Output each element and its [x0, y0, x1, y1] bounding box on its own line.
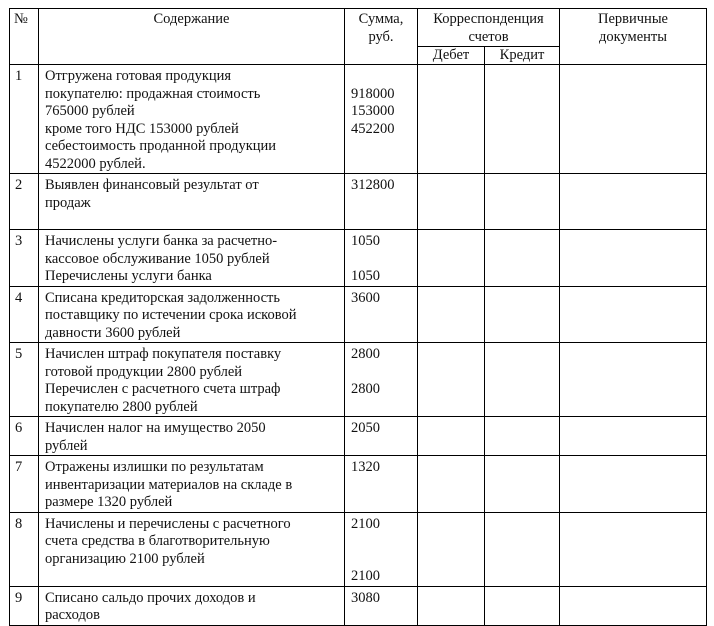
- header-sum-label-1: Сумма,: [358, 11, 404, 27]
- content-line: Отгружена готовая продукция: [45, 68, 232, 84]
- document-sheet: [9, 8, 706, 623]
- docs-cell: [560, 512, 707, 586]
- row-content: [39, 230, 345, 287]
- table-row: [10, 343, 707, 417]
- row-number: 8: [10, 512, 39, 586]
- content-line: покупателю 2800 рублей: [45, 398, 198, 415]
- row-sum: [345, 286, 418, 343]
- sum-value: 153000: [351, 103, 395, 119]
- docs-cell: [560, 417, 707, 456]
- table-row: [10, 174, 707, 230]
- header-debit-label: Дебет: [432, 47, 470, 63]
- sum-value: 3600: [351, 289, 380, 306]
- table-row: [10, 230, 707, 287]
- header-docs-label-2: документы: [599, 28, 667, 45]
- content-line: расходов: [45, 607, 100, 623]
- header-debit: [418, 47, 485, 65]
- row-content: [39, 343, 345, 417]
- row-number: 1: [10, 65, 39, 174]
- content-line: давности 3600 рублей: [45, 324, 181, 341]
- content-line: счета средства в благотворительную: [45, 533, 270, 549]
- header-num: [10, 9, 39, 65]
- content-line: продаж: [45, 194, 91, 211]
- docs-cell: [560, 456, 707, 513]
- sum-value: 1050: [351, 268, 380, 284]
- header-docs-label-1: Первичные: [598, 11, 668, 27]
- docs-cell: [560, 343, 707, 417]
- content-line: покупателю: продажная стоимость: [45, 85, 261, 102]
- credit-cell: [485, 512, 560, 586]
- sum-value: 3080: [351, 589, 380, 606]
- sum-value: 312800: [351, 177, 395, 193]
- header-row: [10, 9, 707, 47]
- sum-gap: [351, 533, 417, 551]
- debit-cell: [418, 343, 485, 417]
- sum-value: 1050: [351, 233, 380, 249]
- header-content: [39, 9, 345, 65]
- content-line: кроме того НДС 153000 рублей: [45, 120, 239, 137]
- row-number: 6: [10, 417, 39, 456]
- docs-cell: [560, 230, 707, 287]
- debit-cell: [418, 65, 485, 174]
- content-line: 765000 рублей: [45, 103, 135, 119]
- sum-value: 2100: [351, 515, 380, 532]
- header-credit-label: Кредит: [499, 47, 545, 63]
- ledger-table: [9, 8, 707, 626]
- docs-cell: [560, 65, 707, 174]
- sum-value: 1320: [351, 459, 380, 475]
- header-corr-label-1: Корреспонденция: [433, 11, 544, 27]
- content-line: 4522000 рублей.: [45, 155, 146, 172]
- content-line: Списано сальдо прочих доходов и: [45, 589, 256, 606]
- sum-value: 452200: [351, 120, 395, 137]
- row-content: [39, 417, 345, 456]
- content-line: Начислен штраф покупателя поставку: [45, 346, 282, 362]
- sum-value: 918000: [351, 85, 395, 102]
- content-line: Перечислены услуги банка: [45, 268, 212, 284]
- content-line: Начислен налог на имущество 2050: [45, 420, 266, 436]
- sum-gap: [351, 364, 417, 382]
- content-line: Начислены и перечислены с расчетного: [45, 515, 291, 532]
- row-content: [39, 512, 345, 586]
- content-line: себестоимость проданной продукции: [45, 138, 277, 154]
- header-content-label: Содержание: [153, 11, 230, 27]
- sum-value: 2800: [351, 381, 380, 397]
- row-sum: [345, 586, 418, 625]
- header-corr-label-2: счетов: [468, 28, 509, 45]
- credit-cell: [485, 586, 560, 625]
- row-sum: [345, 417, 418, 456]
- row-number: 2: [10, 174, 39, 230]
- content-line: организацию 2100 рублей: [45, 550, 205, 567]
- header-credit: [485, 47, 560, 65]
- debit-cell: [418, 456, 485, 513]
- credit-cell: [485, 174, 560, 230]
- row-content: [39, 586, 345, 625]
- sum-value: 2050: [351, 420, 380, 436]
- sum-value: 2100: [351, 568, 380, 584]
- row-number: 9: [10, 586, 39, 625]
- content-line: инвентаризации материалов на складе в: [45, 476, 293, 493]
- row-sum: [345, 230, 418, 287]
- content-line: Отражены излишки по результатам: [45, 459, 264, 475]
- content-line: готовой продукции 2800 рублей: [45, 363, 243, 380]
- debit-cell: [418, 417, 485, 456]
- credit-cell: [485, 456, 560, 513]
- row-sum: [345, 65, 418, 174]
- table-row: [10, 65, 707, 174]
- content-line: размере 1320 рублей: [45, 494, 173, 510]
- header-num-label: №: [14, 11, 28, 27]
- debit-cell: [418, 512, 485, 586]
- content-line: Списана кредиторская задолженность: [45, 289, 280, 306]
- sum-value: 2800: [351, 346, 380, 362]
- sum-gap: [351, 68, 417, 86]
- header-docs: [560, 9, 707, 65]
- row-number: 7: [10, 456, 39, 513]
- row-content: [39, 456, 345, 513]
- row-content: [39, 174, 345, 230]
- content-line: поставщику по истечении срока исковой: [45, 307, 297, 323]
- credit-cell: [485, 286, 560, 343]
- docs-cell: [560, 586, 707, 625]
- row-number: 5: [10, 343, 39, 417]
- table-row: [10, 417, 707, 456]
- debit-cell: [418, 286, 485, 343]
- content-line: рублей: [45, 437, 88, 454]
- sum-gap: [351, 551, 417, 569]
- content-line: Начислены услуги банка за расчетно-: [45, 233, 278, 249]
- debit-cell: [418, 174, 485, 230]
- credit-cell: [485, 417, 560, 456]
- row-number: 3: [10, 230, 39, 287]
- row-number: 4: [10, 286, 39, 343]
- content-line: Выявлен финансовый результат от: [45, 177, 259, 193]
- debit-cell: [418, 230, 485, 287]
- docs-cell: [560, 286, 707, 343]
- content-line: кассовое обслуживание 1050 рублей: [45, 250, 270, 267]
- row-sum: [345, 456, 418, 513]
- docs-cell: [560, 174, 707, 230]
- header-sum-label-2: руб.: [368, 28, 394, 45]
- content-line: Перечислен с расчетного счета штраф: [45, 381, 281, 397]
- table-row: [10, 286, 707, 343]
- sum-gap: [351, 251, 417, 269]
- header-correspondence: [418, 9, 560, 47]
- table-row: [10, 586, 707, 625]
- debit-cell: [418, 586, 485, 625]
- row-sum: [345, 512, 418, 586]
- table-header: [10, 9, 707, 65]
- row-content: [39, 65, 345, 174]
- table-body: [10, 65, 707, 626]
- row-sum: [345, 343, 418, 417]
- table-row: [10, 456, 707, 513]
- row-content: [39, 286, 345, 343]
- table-row: [10, 512, 707, 586]
- credit-cell: [485, 230, 560, 287]
- header-sum: [345, 9, 418, 65]
- credit-cell: [485, 65, 560, 174]
- row-sum: [345, 174, 418, 230]
- credit-cell: [485, 343, 560, 417]
